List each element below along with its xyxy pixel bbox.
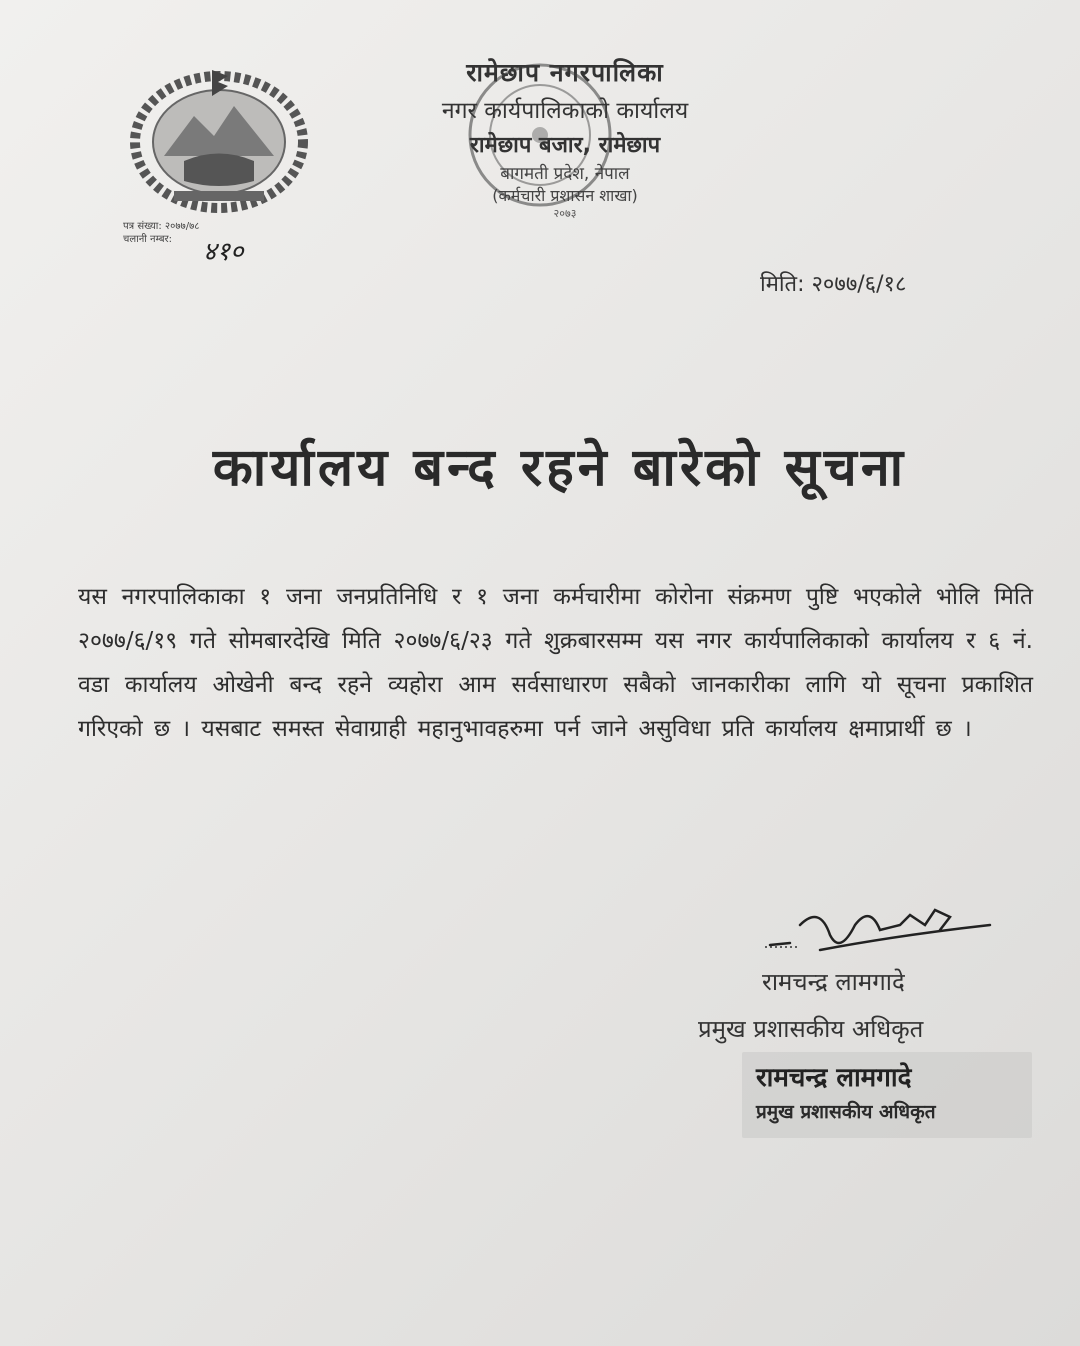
stamp-designation: प्रमुख प्रशासकीय अधिकृत	[756, 1101, 936, 1123]
office-address: रामेछाप बजार, रामेछाप	[469, 133, 661, 158]
dispatch-number: ४१०	[203, 237, 244, 267]
signatory-name: रामचन्द्र लामगादे	[762, 968, 905, 996]
notice-body: यस नगरपालिकाका १ जना जनप्रतिनिधि र १ जना कर्मचारीमा कोरोना संक्रमण पुष्टि भएकोले भोलि मिति २०७७/६/१९ गते सोमबारदेखि मिति २०७७/६/२३ गते शुक्रबारसम्म यस नगर कार्यपालिकाको कार्यालय र ६ नं. वडा कार्यालय ओखेनी बन्द रहने व्यहोरा आम सर्वसाधारण सबैको जानकारीका लागि यो सूचना प्रकाशित गरिएको छ । यसबाट समस्त सेवाग्राही महानुभावहरुमा पर्न जाने असुविधा प्रति कार्यालय क्षमाप्रार्थी छ ।	[78, 584, 1033, 742]
handwritten-signature-icon	[760, 895, 1000, 965]
office-round-stamp-icon	[455, 50, 625, 220]
stamp-name: रामचन्द्र लामगादे	[756, 1063, 912, 1093]
name-stamp	[742, 1052, 1032, 1138]
reference-block	[123, 220, 200, 246]
municipality-name: रामेछाप नगरपालिका	[466, 58, 664, 87]
dispatch-label: चलानी नम्बर:	[123, 234, 173, 245]
notice-date: मिति: २०७७/६/१८	[760, 272, 907, 297]
section-name: (कर्मचारी प्रशासन शाखा)	[492, 186, 638, 205]
province-name: बागमती प्रदेश, नेपाल	[500, 164, 630, 184]
nepal-government-emblem-icon	[124, 56, 314, 216]
letter-number: पत्र संख्या: २०७७/७८	[123, 221, 200, 232]
signatory-designation: प्रमुख प्रशासकीय अधिकृत	[698, 1015, 924, 1043]
year-small: २०७३	[553, 207, 577, 220]
office-name: नगर कार्यपालिकाको कार्यालय	[441, 98, 689, 124]
notice-title: कार्यालय बन्द रहने बारेको सूचना	[212, 438, 908, 498]
